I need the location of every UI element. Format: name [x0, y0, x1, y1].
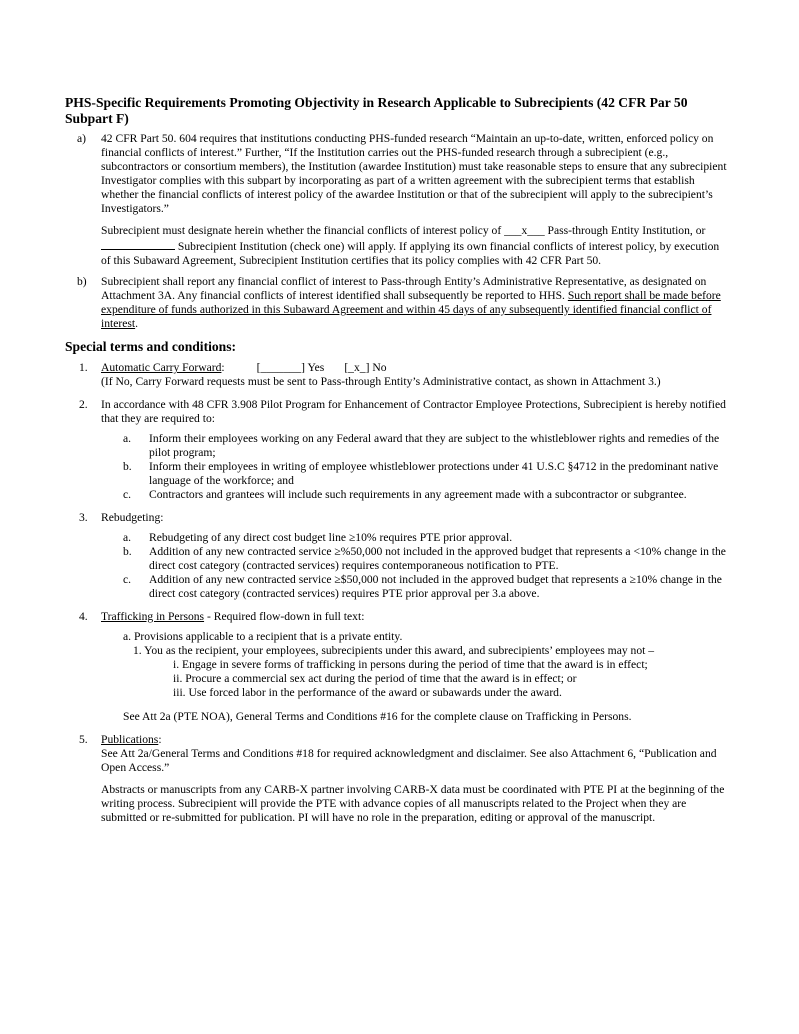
special-terms-heading: Special terms and conditions: [65, 339, 237, 354]
carry-forward-note: (If No, Carry Forward requests must be sent to Pass-through Entity’s Administrative contact, as shown in Attachment 3.) [101, 375, 661, 388]
term-2-item-a-text: Inform their employees working on any Federal award that they are subject to the whistleblower rights and remedies of the pilot program; [149, 432, 720, 459]
requirement-a [65, 132, 730, 268]
requirement-b [65, 275, 730, 331]
term-2-whistleblower [65, 398, 730, 502]
term-2-item-b-marker: b. [123, 460, 132, 473]
term-4-heading-line [101, 610, 730, 624]
term-2-item-b [101, 460, 730, 488]
pte-check-blank: ___x___ [504, 224, 545, 237]
publications-colon: : [158, 733, 162, 746]
term-5-marker: 5. [79, 733, 88, 746]
term-2-item-c-marker: c. [123, 488, 132, 501]
term-3-item-c-marker: c. [123, 573, 132, 586]
term-3-item-c [101, 573, 730, 601]
trafficking-line-ii: ii. Procure a commercial sex act during the period of time that the award is in effect; or [173, 672, 577, 685]
designation-text-3: Subrecipient Institution (check one) will apply. If applying its own financial conflicts of interest policy, by execution of this Subaward Agreement, Subrecipient Institution certifies that its policy complies with 42 CFR Part 50. [101, 240, 720, 267]
term-2-sublist [101, 432, 730, 502]
special-terms-list [65, 361, 730, 825]
subrecipient-check-blank [101, 238, 175, 250]
trafficking-label-rest: - Required flow-down in full text: [204, 610, 365, 623]
yes-label: Yes [307, 361, 325, 374]
term-3-item-a [101, 531, 730, 545]
term-3-sublist [101, 531, 730, 601]
trafficking-reference: See Att 2a (PTE NOA), General Terms and Conditions #16 for the complete clause on Trafficking in Persons. [123, 710, 632, 723]
publications-line-1: See Att 2a/General Terms and Conditions #18 for required acknowledgment and disclaimer. See also Attachment 6, “Publication and Open Access.” [101, 747, 717, 774]
term-2-item-a [101, 432, 730, 460]
document-title: PHS-Specific Requirements Promoting Objectivity in Research Applicable to Subrecipients (42 CFR Par 50 Subpart F) [65, 95, 688, 126]
requirement-a-paragraph-1: 42 CFR Part 50. 604 requires that institutions conducting PHS-funded research “Maintain an up-to-date, written, enforced policy on financial conflicts of interest.” Further, “If the Institution carries out the PHS-funded research through a subrecipient (e.g., subcontractors or consortium members), the Institution (awardee Institution) must take reasonable steps to ensure that any subrecipient Investigator complies with this subpart by incorporating as part of a written agreement with the subrecipient terms that establish whether the financial conflicts of interest policy of the awardee Institution or that of the subrecipient will apply to the subrecipient’s Investigators.” [101, 132, 727, 215]
requirement-b-end: . [135, 317, 139, 330]
no-label: No [372, 361, 387, 374]
term-2-item-a-marker: a. [123, 432, 132, 445]
requirement-a-marker: a) [77, 132, 87, 145]
term-3-marker: 3. [79, 511, 88, 524]
trafficking-line-iii: iii. Use forced labor in the performance of the award or subawards under the award. [173, 686, 562, 699]
requirement-b-marker: b) [77, 275, 87, 288]
term-1-carry-forward [65, 361, 730, 389]
trafficking-line-i: i. Engage in severe forms of trafficking in persons during the period of time that the award is in effect; [173, 658, 648, 671]
document-content [65, 95, 730, 834]
term-3-item-a-text: Rebudgeting of any direct cost budget line ≥10% requires PTE prior approval. [149, 531, 513, 544]
trafficking-clause [123, 630, 730, 700]
publications-label: Publications [101, 733, 159, 746]
designation-text-1: Subrecipient must designate herein whether the financial conflicts of interest policy of [101, 224, 505, 237]
term-4-trafficking [65, 610, 730, 724]
term-3-item-a-marker: a. [123, 531, 132, 544]
term-4-marker: 4. [79, 610, 88, 623]
no-checkbox: [_x_] [344, 361, 370, 374]
term-3-item-b-text: Addition of any new contracted service ≥%50,000 not included in the approved budget that represents a <10% change in the direct cost category (contracted services) requires contemporaneous notification to PTE. [149, 545, 726, 572]
trafficking-line-a: a. Provisions applicable to a recipient that is a private entity. [123, 630, 403, 643]
term-1-marker: 1. [79, 361, 88, 374]
designation-text-2: Pass-through Entity Institution, or [544, 224, 706, 237]
publications-heading-line [101, 733, 730, 747]
trafficking-line-1: 1. You as the recipient, your employees, subrecipients under this award, and subrecipients’ employees may not – [133, 644, 655, 657]
term-3-item-b-marker: b. [123, 545, 132, 558]
term-2-item-c [101, 488, 730, 502]
term-5-publications [65, 733, 730, 825]
term-2-item-b-text: Inform their employees in writing of employee whistleblower protections under 41 U.S.C §4712 in the predominant native language of the workforce; and [149, 460, 719, 487]
term-2-marker: 2. [79, 398, 88, 411]
requirement-a-paragraph-2 [101, 224, 730, 268]
requirement-b-underlined: Such report shall be made before expenditure of funds authorized in this Subaward Agreement and within 45 days of any subsequently identified financial conflict of interest [101, 289, 721, 330]
term-3-item-c-text: Addition of any new contracted service ≥$50,000 not included in the approved budget that represents a ≥10% change in the direct cost category (contracted services) requires PTE prior approval per 3.a above. [149, 573, 722, 600]
requirement-b-paragraph [101, 275, 730, 331]
term-3-item-b [101, 545, 730, 573]
term-3-rebudgeting [65, 511, 730, 601]
term-2-item-c-text: Contractors and grantees will include such requirements in any agreement made with a subcontractor or subgrantee. [149, 488, 687, 501]
term-2-text: In accordance with 48 CFR 3.908 Pilot Program for Enhancement of Contractor Employee Protections, Subrecipient is hereby notified that they are required to: [101, 398, 726, 425]
phs-requirements-list [65, 132, 730, 331]
requirement-b-text: Subrecipient shall report any financial conflict of interest to Pass-through Entity’s Administrative Representative, as designated on Attachment 3A. Any financial conflicts of interest identified shall subsequently be reported to HHS. [101, 275, 707, 302]
term-3-text: Rebudgeting: [101, 511, 164, 524]
yes-checkbox: [_______] [256, 361, 305, 374]
carry-forward-label: Automatic Carry Forward [101, 361, 222, 374]
carry-forward-colon: : [221, 361, 225, 374]
carry-forward-line [101, 361, 730, 375]
publications-paragraph-2: Abstracts or manuscripts from any CARB-X partner involving CARB-X data must be coordinated with PTE PI at the beginning of the writing process. Subrecipient will provide the PTE with advance copies of all manuscripts related to the Project when they are submitted or re-submitted for publication. PI will have no role in the preparation, editing or approval of the manuscript. [101, 783, 725, 824]
trafficking-label: Trafficking in Persons [101, 610, 205, 623]
